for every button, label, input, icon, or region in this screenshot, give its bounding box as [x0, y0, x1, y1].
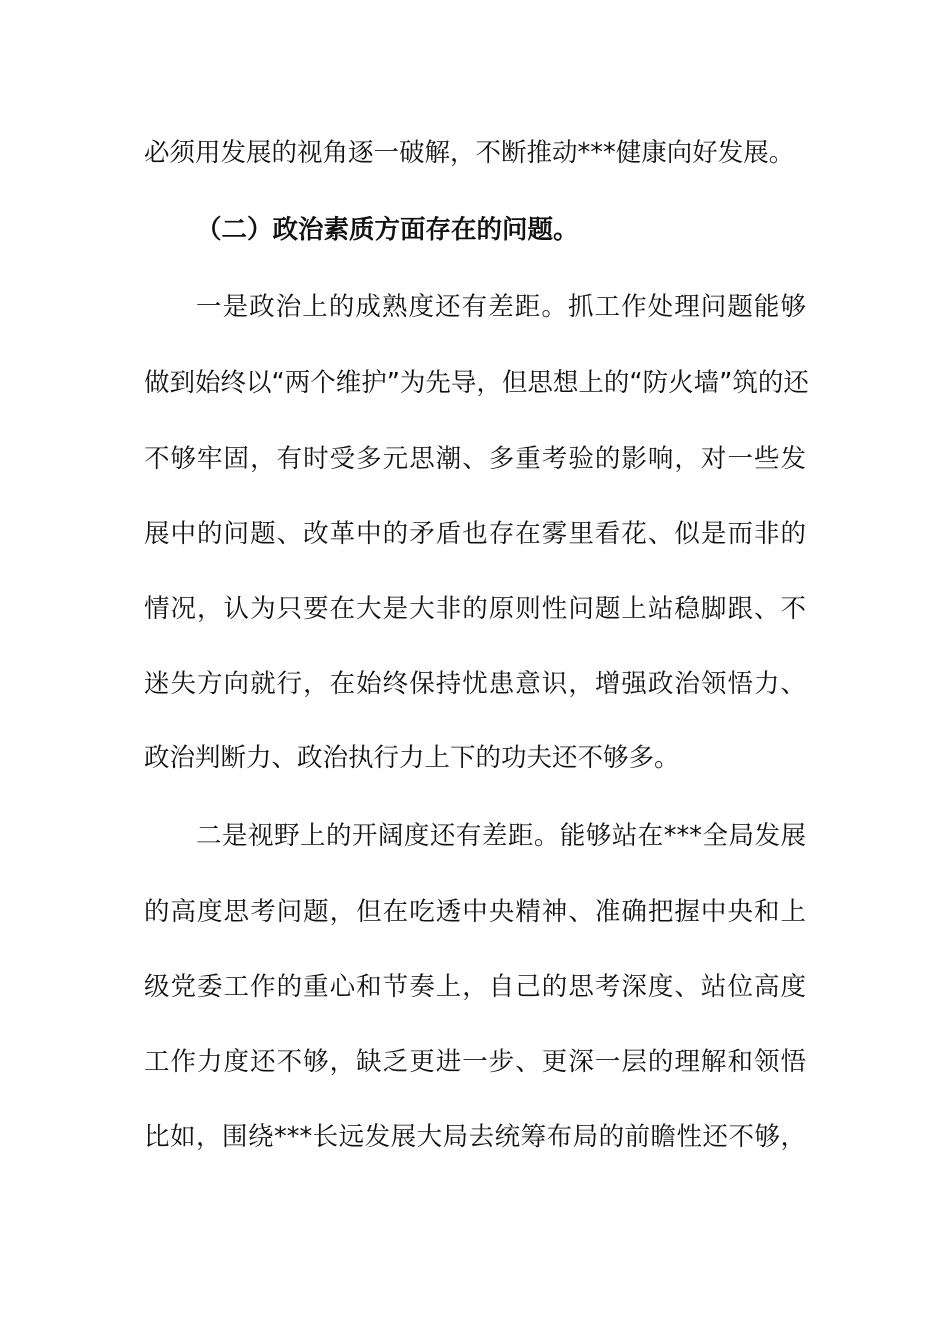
text-line: 政治判断力、政治执行力上下的功夫还不够多。: [144, 743, 680, 773]
text-line: 不够牢固，有时受多元思潮、多重考验的影响，对一些发: [144, 444, 806, 474]
paragraph-first-line: 一是政治上的成熟度还有差距。抓工作处理问题能够: [196, 292, 806, 322]
text-line: 工作力度还不够，缺乏更进一步、更深一层的理解和领悟: [144, 1047, 806, 1077]
paragraph-first-line: 二是视野上的开阔度还有差距。能够站在***全局发展: [196, 821, 806, 851]
text-line: 迷失方向就行，在始终保持忧患意识，增强政治领悟力、: [144, 669, 806, 699]
section-heading: （二）政治素质方面存在的问题。: [196, 215, 579, 245]
text-line: 的高度思考问题，但在吃透中央精神、准确把握中央和上: [144, 897, 806, 927]
text-line: 展中的问题、改革中的矛盾也存在雾里看花、似是而非的: [144, 519, 806, 549]
text-line: 情况，认为只要在大是大非的原则性问题上站稳脚跟、不: [144, 594, 806, 624]
text-line: 必须用发展的视角逐一破解，不断推动***健康向好发展。: [144, 138, 795, 168]
text-line: 级党委工作的重心和节奏上，自己的思考深度、站位高度: [144, 972, 806, 1002]
text-line: 比如，围绕***长远发展大局去统筹布局的前瞻性还不够，: [144, 1122, 806, 1152]
text-line: 做到始终以“两个维护”为先导，但思想上的“防火墙”筑的还: [144, 368, 809, 398]
